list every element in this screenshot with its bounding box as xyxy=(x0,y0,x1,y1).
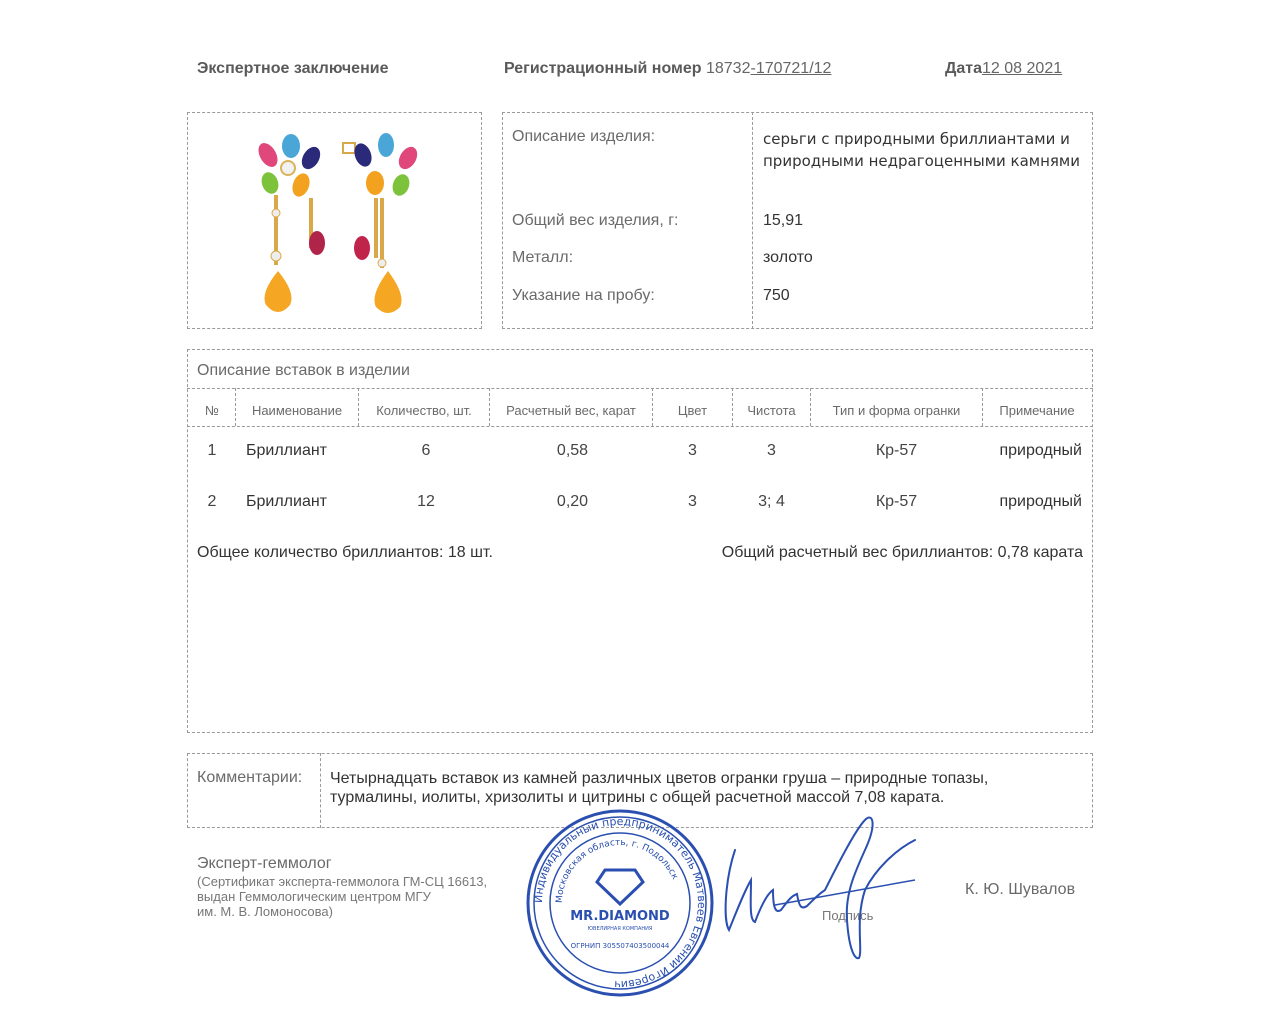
item-details-divider xyxy=(752,112,753,329)
inserts-title-divider xyxy=(187,388,1093,389)
certificate-line-1: (Сертификат эксперта-геммолога ГМ-СЦ 16613, xyxy=(197,874,488,889)
column-header-note: Примечание xyxy=(999,403,1075,418)
stamp-ring-text: Индивидуальный предприниматель Матвеев Евгений Игоревич xyxy=(531,814,709,992)
document-date xyxy=(945,60,1062,78)
metal-label: Металл: xyxy=(512,249,574,266)
column-header-number: № xyxy=(205,403,219,418)
description-value: серьги с природными бриллиантами и природными недрагоценными камнями xyxy=(763,130,1080,170)
diamond-logo-icon xyxy=(597,870,643,904)
row2-number: 2 xyxy=(207,493,217,510)
date-value: 12 08 2021 xyxy=(982,60,1063,77)
expert-certificate xyxy=(197,874,487,919)
expert-title: Эксперт-геммолог xyxy=(197,855,332,872)
column-header-color: Цвет xyxy=(677,403,708,418)
certificate-line-3: им. М. В. Ломоносова) xyxy=(197,904,333,919)
registration-number xyxy=(504,60,831,78)
column-header-clarity: Чистота xyxy=(747,403,796,418)
stamp-brand-sub: ЮВЕЛИРНАЯ КОМПАНИЯ xyxy=(587,926,653,932)
registration-label: Регистрационный номер xyxy=(504,60,702,77)
row1-cut: Кр-57 xyxy=(875,442,918,459)
row2-weight: 0,20 xyxy=(556,493,589,510)
comments-divider xyxy=(320,753,321,828)
row2-clarity: 3; 4 xyxy=(758,493,785,510)
column-header-quantity: Количество, шт. xyxy=(376,403,472,418)
certificate-line-2: выдан Геммологическим центром МГУ xyxy=(197,889,431,904)
row1-note: природный xyxy=(999,442,1082,459)
fineness-value: 750 xyxy=(763,287,790,304)
company-stamp xyxy=(520,808,720,998)
stamp-ogrnip: ОГРНИП 305507403500044 xyxy=(570,942,670,950)
comments-text: Четырнадцать вставок из камней различных цветов огранки груша – природные топазы, турмалины, иолиты, хризолиты и цитрины с общей расчетной массой 7,08 карата. xyxy=(330,770,989,806)
metal-value: золото xyxy=(763,249,813,266)
row1-clarity: 3 xyxy=(767,442,776,459)
document-title: Экспертное заключение xyxy=(197,60,389,77)
row1-number: 1 xyxy=(207,442,217,459)
inserts-title: Описание вставок в изделии xyxy=(197,362,410,379)
comments-label: Комментарии: xyxy=(197,769,303,786)
row2-quantity: 12 xyxy=(417,493,435,510)
handwritten-signature xyxy=(715,810,925,970)
row1-name: Бриллиант xyxy=(246,442,328,459)
column-header-cut: Тип и форма огранки xyxy=(832,403,961,418)
stamp-inner-text: Московская область, г. Подольск xyxy=(554,837,680,904)
signature-label: Подпись xyxy=(822,908,874,923)
row2-name: Бриллиант xyxy=(246,493,328,510)
weight-label: Общий вес изделия, г: xyxy=(512,212,679,229)
expert-name: К. Ю. Шувалов xyxy=(965,881,1076,898)
row2-cut: Кр-57 xyxy=(875,493,918,510)
stamp-brand: MR.DIAMOND xyxy=(570,909,670,924)
total-diamond-weight: Общий расчетный вес бриллиантов: 0,78 карата xyxy=(721,544,1083,561)
weight-value: 15,91 xyxy=(763,212,804,229)
registration-prefix: 18732 xyxy=(705,60,751,77)
row1-color: 3 xyxy=(688,442,697,459)
row1-quantity: 6 xyxy=(421,442,431,459)
fineness-label: Указание на пробу: xyxy=(512,287,655,304)
row1-weight: 0,58 xyxy=(556,442,589,459)
column-header-name: Наименование xyxy=(251,403,343,418)
inserts-header-divider xyxy=(187,426,1093,427)
row2-note: природный xyxy=(999,493,1082,510)
total-diamond-count: Общее количество бриллиантов: 18 шт. xyxy=(197,544,493,561)
earrings-photo xyxy=(188,113,481,328)
description-label: Описание изделия: xyxy=(512,128,656,145)
date-label: Дата xyxy=(945,60,983,77)
registration-suffix: -170721/12 xyxy=(750,60,832,77)
column-header-weight: Расчетный вес, карат xyxy=(506,403,636,418)
product-photo-frame xyxy=(187,112,482,329)
row2-color: 3 xyxy=(688,493,697,510)
